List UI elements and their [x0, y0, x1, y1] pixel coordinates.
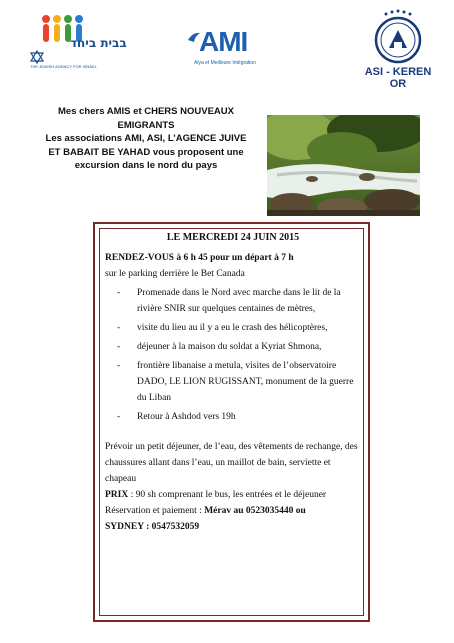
list-item-text: déjeuner à la maison du soldat a Kyriat Shmona, — [137, 342, 322, 352]
what-to-bring: Prévoir un petit déjeuner, de l’eau, des vêtements de rechange, des chaussures allant dans l’eau, un maillot de bain, serviette et chapeau — [105, 442, 358, 484]
intro-line: EMIGRANTS — [117, 119, 175, 131]
intro-text — [30, 105, 262, 173]
logo-subtitle: THE JEWISH AGENCY FOR ISRAEL — [30, 64, 97, 69]
asi-logo-label: ASI - KEREN OR — [364, 66, 432, 90]
list-item-text: frontière libanaise a metula, visites de l’observatoire DADO, LE LION RUGISSANT, monument de la guerre du Liban — [137, 361, 354, 403]
ami-logo-name: AMI — [199, 26, 248, 57]
price-text: : 90 sh comprenant le bus, les entrées et le déjeuner — [128, 490, 327, 500]
intro-line: ET BABAIT BE YAHAD vous proposent une — [48, 146, 244, 158]
list-item-text: Retour à Ashdod vers 19h — [137, 412, 236, 422]
list-item — [105, 409, 361, 425]
intro-line: Mes chers AMIS et CHERS NOUVEAUX — [58, 106, 234, 117]
price-line — [105, 487, 361, 503]
river-photo — [267, 115, 420, 216]
intro-line: Les associations AMI, ASI, L’AGENCE JUIVE — [45, 133, 247, 144]
reservation-contact: Mérav au 0523035440 ou — [204, 506, 306, 516]
intro-line: excursion dans le nord du pays — [74, 160, 218, 171]
price-label: PRIX — [105, 490, 129, 500]
dash-bullet: - — [117, 342, 121, 352]
list-item-text: Promenade dans le Nord avec marche dans le lit de la rivière SNIR sur quelques centaines de mètres, — [137, 288, 341, 314]
program-list — [105, 285, 361, 425]
asi-keren-or-logo — [358, 8, 438, 90]
dash-bullet: - — [117, 361, 121, 371]
meeting-place: sur le parking derrière le Bet Canada — [105, 269, 245, 279]
reservation-contact-2: SYDNEY : 0547532059 — [105, 522, 200, 532]
list-item — [105, 339, 361, 355]
event-details — [105, 230, 361, 535]
event-date: LE MERCREDI 24 JUIN 2015 — [166, 232, 300, 243]
dash-bullet: - — [117, 288, 121, 298]
list-item — [105, 320, 361, 336]
star-of-david-icon — [30, 50, 44, 64]
reservation-label: Réservation et paiement : — [105, 506, 205, 516]
bayit-beyachad-logo — [30, 14, 130, 68]
rendezvous-text: RENDEZ-VOUS à 6 h 45 pour un départ à 7 h — [105, 253, 294, 263]
list-item-text: visite du lieu au il y a eu le crash des hélicoptères, — [137, 323, 328, 333]
bird-icon — [187, 30, 201, 44]
dash-bullet: - — [117, 412, 121, 422]
ami-logo-tagline: Alya et Meilleure Intégration — [194, 60, 256, 66]
list-item — [105, 358, 361, 406]
logo-hebrew-text: בבית ביחד — [70, 36, 127, 50]
list-item — [105, 285, 361, 317]
ami-logo — [185, 26, 265, 72]
reservation-line — [105, 503, 361, 519]
dash-bullet: - — [117, 323, 121, 333]
emblem-icon — [358, 8, 438, 66]
